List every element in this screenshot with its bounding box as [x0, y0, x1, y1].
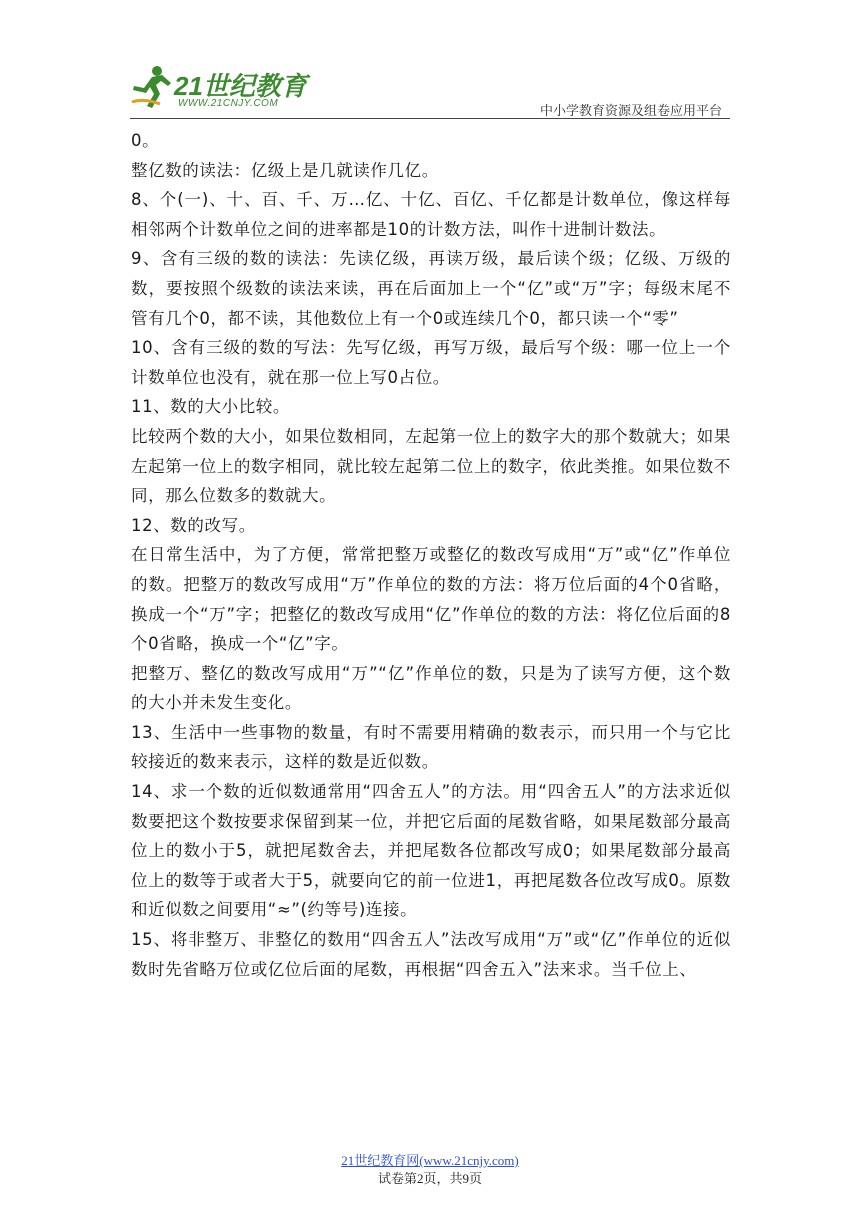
paragraph: 13、生活中一些事物的数量，有时不需要用精确的数表示，而只用一个与它比较接近的数来表示，这样的数是近似数。	[131, 722, 731, 772]
paragraph: 12、数的改写。	[131, 515, 256, 535]
paragraph: 把整万、整亿的数改写成用“万”“亿”作单位的数，只是为了读写方便，这个数的大小并未发生变化。	[131, 663, 731, 713]
page-header	[130, 62, 730, 118]
paragraph: 比较两个数的大小，如果位数相同，左起第一位上的数字大的那个数就大；如果左起第一位上的数字相同，就比较左起第二位上的数字，依此类推。如果位数不同，那么位数多的数就大。	[131, 426, 731, 506]
paragraph: 14、求一个数的近似数通常用“四舍五人”的方法。用“四舍五人”的方法求近似数要把这个数按要求保留到某一位，并把它后面的尾数省略，如果尾数部分最高位上的数小于5，就把尾数舍去，并把尾数各位都改写成0；如果尾数部分最高位上的数等于或者大于5，就要向它的前一位进1，再把尾数各位改写成0。原数和近似数之间要用“≈”(约等号)连接。	[131, 782, 731, 920]
header-divider	[130, 118, 730, 119]
paragraph: 10、含有三级的数的写法：先写亿级，再写万级，最后写个级：哪一位上一个计数单位也没有，就在那一位上写0占位。	[131, 338, 731, 387]
footer-site-link[interactable]: 21世纪教育网(www.21cnjy.com)	[341, 1153, 519, 1168]
paragraph: 0。	[131, 131, 160, 150]
platform-name: 中小学教育资源及组卷应用平台	[539, 104, 722, 119]
paragraph: 8、个(一)、十、百、千、万…亿、十亿、百亿、千亿都是计数单位，像这样每相邻两个计数单位之间的进率都是10的计数方法，叫作十进制计数法。	[131, 190, 731, 239]
runner-icon	[130, 64, 174, 110]
logo	[130, 62, 330, 118]
paragraph: 整亿数的读法：亿级上是几就读作几亿。	[131, 160, 439, 180]
paragraph: 11、数的大小比较。	[131, 397, 290, 417]
paragraph: 15、将非整万、非整亿的数用“四舍五人”法改写成用“万”或“亿”作单位的近似数时先省略万位或亿位后面的尾数，再根据“四舍五入”法来求。当千位上、	[131, 930, 731, 979]
page-number: 试卷第2页，共9页	[377, 1171, 482, 1186]
logo-wordmark: 21世纪教育	[174, 71, 307, 101]
paragraph: 9、含有三级的数的读法：先读亿级，再读万级，最后读个级；亿级、万级的数，要按照个级数的读法来读，再在后面加上一个“亿”或“万”字；每级末尾不管有几个0，都不读，其他数位上有一个0或连续几个0，都只读一个“零”	[131, 249, 731, 328]
paragraph: 在日常生活中，为了方便，常常把整万或整亿的数改写成用“万”或“亿”作单位的数。把整万的数改写成用“万”作单位的数的方法：将万位后面的4个0省略，换成一个“万”字；把整亿的数改写成用“亿”作单位的数的方法：将亿位后面的8个0省略，换成一个“亿”字。	[131, 545, 731, 654]
document-body	[131, 126, 731, 984]
logo-url: WWW.21CNJY.COM	[178, 98, 279, 109]
